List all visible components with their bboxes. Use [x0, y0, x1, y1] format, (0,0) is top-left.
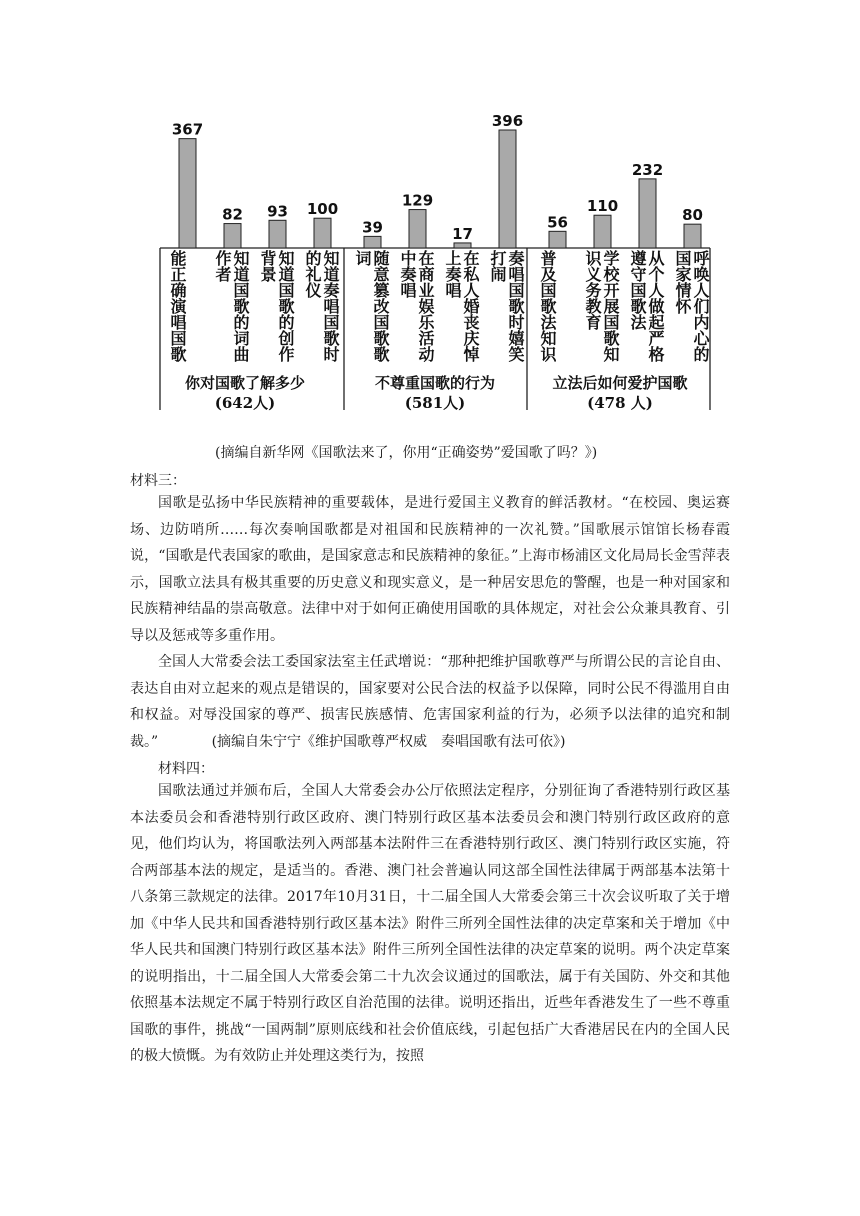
bar-value-1-3: 93 — [267, 202, 288, 221]
bar-2-3 — [454, 243, 471, 248]
bar-3-3 — [639, 179, 656, 248]
bar-label-3-1: 普及国歌法知识 — [538, 250, 557, 362]
bar-label-1-1: 能正确演唱国歌 — [168, 250, 187, 362]
bar-2-1 — [364, 236, 381, 248]
material3-paragraph-2-text: 全国人大常委会法工委国家法室主任武增说：“那种把维护国歌尊严与所谓公民的言论自由、表达自由对立起来的观点是错误的，国家要对公民合法的权益予以保障，同时公民不得滥用自由和权益。对辱没国家的尊严、损害民族感情、危害国家利益的行为，必须予以法律的追究和制裁。” — [130, 654, 730, 750]
bar-label-2-4: 奏唱国歌时嬉笑打闹 — [488, 250, 525, 362]
bar-3-1 — [549, 231, 566, 248]
group-count-3: (478 人) — [587, 394, 653, 412]
bar-value-1-4: 100 — [306, 200, 339, 219]
group-count-2: (581人) — [404, 394, 466, 412]
bar-label-2-2: 在商业娱乐活动中奏唱 — [398, 250, 435, 362]
bar-label-1-3: 知道国歌的创作背景 — [258, 250, 295, 362]
bar-value-2-2: 129 — [401, 191, 434, 210]
bar-label-3-2: 学校开展国歌知识义务教育 — [583, 250, 620, 362]
bar-label-3-4: 呼唤人们内心的国家情怀 — [673, 250, 710, 362]
bar-value-3-2: 110 — [586, 197, 619, 216]
bar-label-3-3: 从个人做起严格遵守国歌法 — [628, 250, 665, 362]
bar-1-1 — [179, 139, 196, 248]
bar-2-2 — [409, 210, 426, 248]
material4-heading: 材料四： — [158, 761, 214, 777]
bar-value-2-3: 17 — [452, 224, 473, 243]
group-count-1: (642人) — [214, 394, 276, 412]
bar-2-4 — [499, 130, 516, 248]
bar-value-1-2: 82 — [222, 205, 243, 224]
bar-label-1-4: 知道奏唱国歌时的礼仪 — [303, 250, 340, 362]
chart-source: (摘编自新华网《国歌法来了，你用“正确姿势”爱国歌了吗？》) — [215, 445, 598, 461]
bar-value-1-1: 367 — [171, 120, 204, 139]
bar-value-2-4: 396 — [491, 112, 524, 130]
material3-heading: 材料三： — [130, 473, 186, 489]
bar-1-4 — [314, 218, 331, 248]
bar-chart — [150, 108, 720, 413]
bar-label-2-3: 在私人婚丧庆悼上奏唱 — [443, 250, 480, 362]
material3-paragraph-2 — [130, 649, 730, 755]
bar-label-2-1: 随意篡改国歌歌词 — [353, 250, 390, 362]
bar-label-1-2: 知道国歌的词曲作者 — [213, 250, 250, 362]
material3-paragraph-2-cite: (摘编自朱宁宁《维护国歌尊严权威 奏唱国歌有法可依》) — [211, 733, 566, 750]
bar-1-3 — [269, 220, 286, 248]
group-title-3: 立法后如何爱护国歌 — [552, 374, 688, 392]
bar-value-2-1: 39 — [362, 218, 383, 237]
bar-value-3-1: 56 — [547, 213, 568, 232]
group-title-2: 不尊重国歌的行为 — [374, 374, 495, 392]
bar-value-3-4: 80 — [682, 206, 703, 225]
material3-paragraph-1: 国歌是弘扬中华民族精神的重要载体，是进行爱国主义教育的鲜活教材。“在校园、奥运赛场、边防哨所……每次奏响国歌都是对祖国和民族精神的一次礼赞。”国歌展示馆馆长杨春霞说，“国歌是代表国家的歌曲，是国家意志和民族精神的象征。”上海市杨浦区文化局局长金雪萍表示，国歌立法具有极其重要的历史意义和现实意义，是一种居安思危的警醒，也是一种对国家和民族精神结晶的崇高敬意。法律中对于如何正确使用国歌的具体规定，对社会公众兼具教育、引导以及惩戒等多重作用。 — [130, 495, 730, 644]
bar-1-2 — [224, 224, 241, 248]
bar-3-4 — [684, 224, 701, 248]
material4-paragraph-1: 国歌法通过并颁布后，全国人大常委会办公厅依照法定程序，分别征询了香港特别行政区基本法委员会和香港特别行政区政府、澳门特别行政区基本法委员会和澳门特别行政区政府的意见，他们均认为，将国歌法列入两部基本法附件三在香港特别行政区、澳门特别行政区实施，符合两部基本法的规定，是适当的。香港、澳门社会普遍认同这部全国性法律属于两部基本法第十八条第三款规定的法律。2017年10月31日，十二届全国人大常委会第三十次会议听取了关于增加《中华人民共和国香港特别行政区基本法》附件三所列全国性法律的决定草案和关于增加《中华人民共和国澳门特别行政区基本法》附件三所列全国性法律的决定草案的说明。两个决定草案的说明指出，十二届全国人大常委会第二十九次会议通过的国歌法，属于有关国防、外交和其他依照基本法规定不属于特别行政区自治范围的法律。说明还指出，近些年香港发生了一些不尊重国歌的事件，挑战“一国两制”原则底线和社会价值底线，引起包括广大香港居民在内的全国人民的极大愤慨。为有效防止并处理这类行为，按照 — [130, 783, 730, 1064]
bar-value-3-3: 232 — [631, 160, 664, 179]
bar-3-2 — [594, 215, 611, 248]
group-title-1: 你对国歌了解多少 — [184, 374, 305, 392]
